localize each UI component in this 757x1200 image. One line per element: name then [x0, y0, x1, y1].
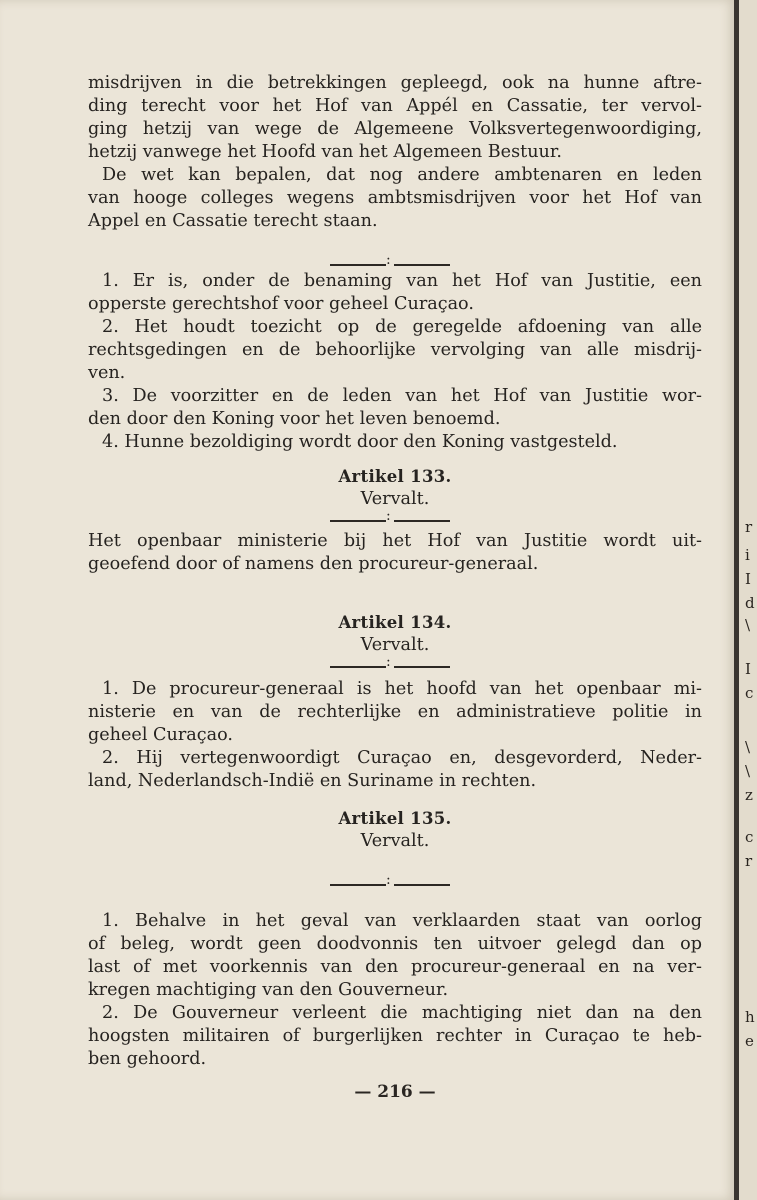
adjacent-page-fragment: \ [745, 762, 751, 780]
text-line: ging hetzij van wege de Algemeene Volksvertegenwoordiging, [88, 119, 702, 139]
adjacent-page-fragment: c [745, 828, 754, 846]
page-number: — 216 — [354, 1082, 436, 1102]
text-line: ding terecht voor het Hof van Appél en Cassatie, ter vervol- [88, 96, 702, 116]
adjacent-page-fragment: \ [745, 738, 751, 756]
text-line: den door den Koning voor het leven benoemd. [88, 409, 501, 429]
text-line: 2. Het houdt toezicht op de geregelde afdoening van alle [102, 317, 702, 337]
text-line: 1. De procureur-generaal is het hoofd van het openbaar mi- [102, 679, 702, 699]
text-line: nisterie en van de rechterlijke en administratieve politie in [88, 702, 702, 722]
intro-paragraph [88, 72, 702, 233]
openbaar-ministerie-section [88, 530, 702, 576]
text-line: 3. De voorzitter en de leden van het Hof van Justitie wor- [102, 386, 702, 406]
text-line: opperste gerechtshof voor geheel Curaçao. [88, 294, 474, 314]
text-line: 2. Hij vertegenwoordigt Curaçao en, desgevorderd, Neder- [102, 748, 702, 768]
text-line: ven. [88, 363, 126, 383]
hof-van-justitie-section [88, 270, 702, 454]
procureur-generaal-section [88, 678, 702, 793]
text-line: geheel Curaçao. [88, 725, 233, 745]
article-133-title: Artikel 133. [338, 467, 452, 486]
text-line: of beleg, wordt geen doodvonnis ten uitvoer gelegd dan op [88, 934, 702, 954]
text-line: Het openbaar ministerie bij het Hof van Justitie wordt uit- [88, 531, 702, 551]
doodvonnis-section [88, 910, 702, 1071]
section-divider: : [330, 660, 452, 672]
text-line: land, Nederlandsch-Indië en Suriname in rechten. [88, 771, 537, 791]
text-line: 4. Hunne bezoldiging wordt door den Koning vastgesteld. [102, 432, 618, 452]
adjacent-page-fragment: c [745, 684, 754, 702]
text-line: 1. Er is, onder de benaming van het Hof van Justitie, een [102, 271, 702, 291]
adjacent-page-fragment: i [745, 546, 750, 564]
text-line: van hooge colleges wegens ambtsmisdrijven voor het Hof van [88, 188, 702, 208]
section-divider: : [330, 878, 452, 890]
adjacent-page-fragment: r [745, 852, 753, 870]
text-line: 1. Behalve in het geval van verklaarden staat van oorlog [102, 911, 702, 931]
text-line: 2. De Gouverneur verleent die machtiging niet dan na den [102, 1003, 702, 1023]
text-line: geoefend door of namens den procureur-generaal. [88, 554, 539, 574]
text-line: rechtsgedingen en de behoorlijke vervolging van alle misdrij- [88, 340, 702, 360]
text-line: last of met voorkennis van den procureur-generaal en na ver- [88, 957, 702, 977]
adjacent-page-fragment: \ [745, 616, 751, 634]
article-135-status: Vervalt. [360, 831, 430, 851]
section-divider: : [330, 514, 452, 526]
adjacent-page-fragment: h [745, 1008, 755, 1026]
text-line: misdrijven in die betrekkingen gepleegd, ook na hunne aftre- [88, 73, 702, 93]
adjacent-page-fragment: I [745, 660, 751, 678]
adjacent-page-fragment: e [745, 1032, 754, 1050]
adjacent-page-fragment: d [745, 594, 755, 612]
text-line: kregen machtiging van den Gouverneur. [88, 980, 449, 1000]
text-line: De wet kan bepalen, dat nog andere ambtenaren en leden [102, 165, 702, 185]
adjacent-page-fragment: z [745, 786, 753, 804]
text-line: ben gehoord. [88, 1049, 207, 1069]
adjacent-page-edge [739, 0, 757, 1200]
adjacent-page-fragment: r [745, 518, 753, 536]
adjacent-page-fragment: I [745, 570, 751, 588]
article-134-title: Artikel 134. [338, 613, 452, 632]
article-133-status: Vervalt. [360, 489, 430, 509]
text-line: Appel en Cassatie terecht staan. [88, 211, 378, 231]
section-divider: : [330, 258, 452, 270]
article-135-title: Artikel 135. [338, 809, 452, 828]
article-134-status: Vervalt. [360, 635, 430, 655]
text-line: hetzij vanwege het Hoofd van het Algemeen Bestuur. [88, 142, 562, 162]
text-line: hoogsten militairen of burgerlijken rechter in Curaçao te heb- [88, 1026, 702, 1046]
